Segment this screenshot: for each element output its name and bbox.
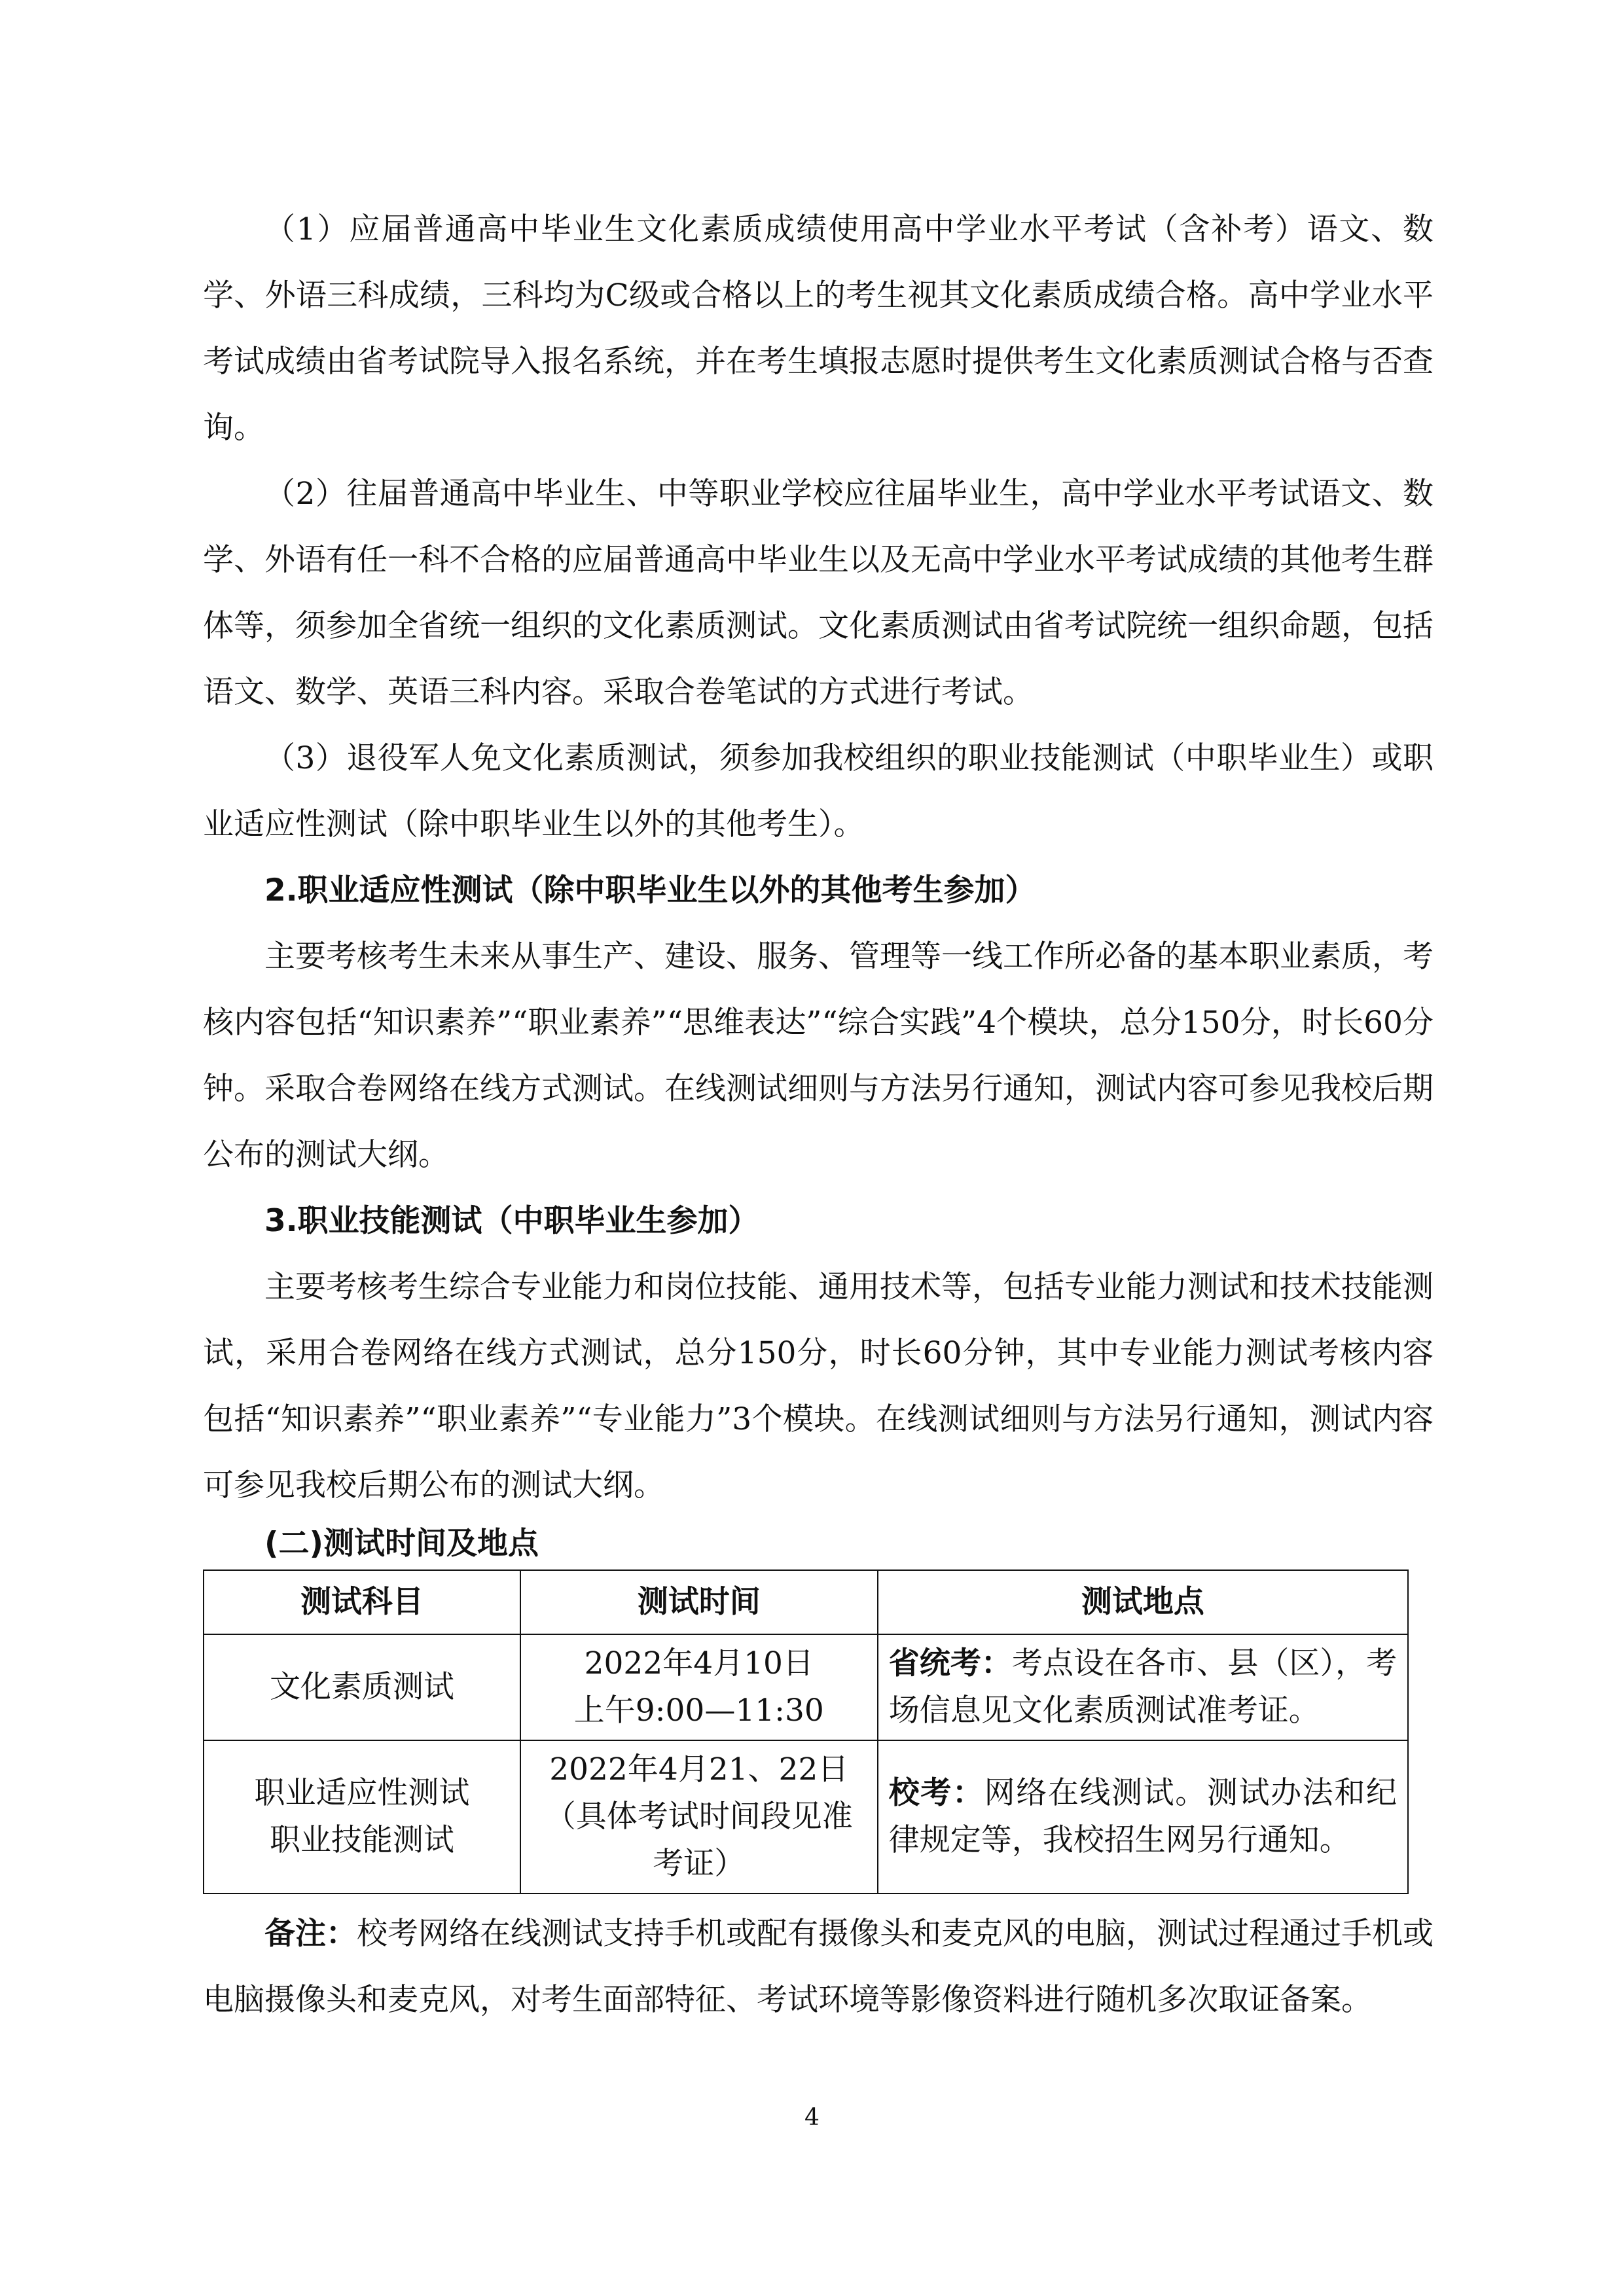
location-label: 省统考： bbox=[888, 1645, 1012, 1681]
header-time: 测试时间 bbox=[520, 1570, 878, 1634]
time-cell bbox=[520, 1634, 878, 1740]
section-body-skills-test: 主要考核考生综合专业能力和岗位技能、通用技术等，包括专业能力测试和技术技能测试，采用合卷网络在线方式测试，总分150分，时长60分钟，其中专业能力测试考核内容包括“知识素养”“职业素养”“专业能力”3个模块。在线测试细则与方法另行通知，测试内容可参见我校后期公布的测试大纲。 bbox=[203, 1269, 1434, 1503]
time-range: 上午9:00—11:30 bbox=[573, 1693, 824, 1729]
header-subject: 测试科目 bbox=[204, 1570, 520, 1634]
subject-cell bbox=[204, 1634, 520, 1740]
note-text: 校考网络在线测试支持手机或配有摄像头和麦克风的电脑，测试过程通过手机或电脑摄像头和麦克风，对考生面部特征、考试环境等影像资料进行随机多次取证备案。 bbox=[203, 1916, 1434, 2018]
test-schedule-table bbox=[203, 1570, 1409, 1894]
time-cell bbox=[520, 1740, 878, 1893]
subject-text: 职业技能测试 bbox=[269, 1822, 454, 1858]
paragraph-3: （3）退役军人免文化素质测试，须参加我校组织的职业技能测试（中职毕业生）或职业适应性测试（除中职毕业生以外的其他考生）。 bbox=[203, 740, 1434, 842]
note-paragraph bbox=[203, 1901, 1434, 2033]
location-cell bbox=[878, 1634, 1408, 1740]
section-body-aptitude-test: 主要考核考生未来从事生产、建设、服务、管理等一线工作所必备的基本职业素质，考核内容包括“知识素养”“职业素养”“思维表达”“综合实践”4个模块，总分150分，时长60分钟。采取合卷网络在线方式测试。在线测试细则与方法另行通知，测试内容可参见我校后期公布的测试大纲。 bbox=[203, 939, 1434, 1173]
table-row bbox=[204, 1740, 1408, 1893]
table-row bbox=[204, 1634, 1408, 1740]
section-heading-aptitude-test: 2.职业适应性测试（除中职毕业生以外的其他考生参加） bbox=[264, 872, 1036, 908]
subject-text: 文化素质测试 bbox=[269, 1669, 454, 1705]
section-heading-skills-test: 3.职业技能测试（中职毕业生参加） bbox=[264, 1203, 759, 1239]
header-location: 测试地点 bbox=[878, 1570, 1408, 1634]
paragraph-1: （1）应届普通高中毕业生文化素质成绩使用高中学业水平考试（含补考）语文、数学、外语三科成绩，三科均为C级或合格以上的考生视其文化素质成绩合格。高中学业水平考试成绩由省考试院导入报名系统，并在考生填报志愿时提供考生文化素质测试合格与否查询。 bbox=[203, 211, 1434, 446]
paragraph-2: （2）往届普通高中毕业生、中等职业学校应往届毕业生，高中学业水平考试语文、数学、外语有任一科不合格的应届普通高中毕业生以及无高中学业水平考试成绩的其他考生群体等，须参加全省统一组织的文化素质测试。文化素质测试由省考试院统一组织命题，包括语文、数学、英语三科内容。采取合卷笔试的方式进行考试。 bbox=[203, 476, 1434, 710]
subject-text: 职业适应性测试 bbox=[254, 1775, 470, 1811]
subject-cell bbox=[204, 1740, 520, 1893]
page-number: 4 bbox=[804, 2104, 820, 2131]
document-page bbox=[203, 196, 1434, 2033]
location-label: 校考： bbox=[888, 1775, 984, 1811]
note-label: 备注： bbox=[264, 1916, 357, 1952]
location-cell bbox=[878, 1740, 1408, 1893]
time-note: （具体考试时间段见准考证） bbox=[545, 1799, 853, 1882]
time-date: 2022年4月10日 bbox=[584, 1645, 814, 1681]
table-header-row bbox=[204, 1570, 1408, 1634]
time-date: 2022年4月21、22日 bbox=[549, 1751, 849, 1787]
location-text: 网络在线测试。测试办法和纪律规定等，我校招生网另行通知。 bbox=[888, 1775, 1398, 1858]
section-heading-time-location: (二)测试时间及地点 bbox=[264, 1526, 539, 1562]
location-text: 考点设在各市、县（区），考场信息见文化素质测试准考证。 bbox=[888, 1645, 1398, 1729]
